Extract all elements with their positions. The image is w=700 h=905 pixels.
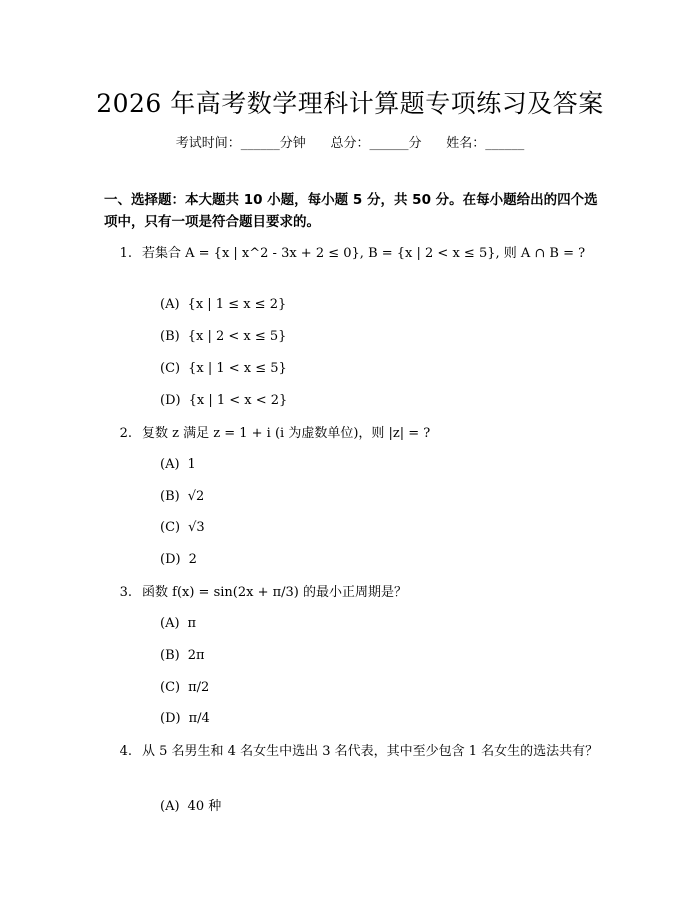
option bbox=[160, 797, 221, 817]
option-label: (B) bbox=[160, 489, 180, 504]
question-number: 4. bbox=[119, 744, 132, 759]
option bbox=[160, 550, 197, 570]
page-title: 2026 年高考数学理科计算题专项练习及答案 bbox=[96, 89, 604, 118]
option-label: (A) bbox=[160, 297, 180, 312]
section-heading: 一、选择题：本大题共 10 小题，每小题 5 分，共 50 分。在每小题给出的四个选项中，只有一项是符合题目要求的。 bbox=[104, 192, 598, 230]
option-text: π/2 bbox=[188, 680, 210, 695]
question-number: 1. bbox=[119, 246, 132, 261]
option-text: {x | 1 ≤ x ≤ 2} bbox=[187, 297, 287, 312]
option-text: π/4 bbox=[188, 711, 210, 726]
option-text: {x | 1 < x ≤ 5} bbox=[188, 361, 287, 376]
question-text: 函数 f(x) = sin(2x + π/3) 的最小正周期是？ bbox=[142, 585, 408, 600]
option-label: (C) bbox=[160, 520, 181, 535]
option bbox=[160, 295, 286, 315]
option-label: (A) bbox=[160, 799, 180, 814]
option-label: (D) bbox=[160, 393, 181, 408]
question-number: 3. bbox=[119, 585, 132, 600]
option bbox=[160, 518, 205, 538]
question-3 bbox=[104, 581, 604, 604]
question-4 bbox=[104, 740, 604, 763]
option-label: (B) bbox=[160, 648, 180, 663]
option-label: (D) bbox=[160, 552, 181, 567]
option-label: (C) bbox=[160, 680, 181, 695]
option-label: (A) bbox=[160, 616, 180, 631]
option-label: (C) bbox=[160, 361, 181, 376]
option bbox=[160, 646, 205, 666]
option bbox=[160, 709, 210, 729]
option-text: 2π bbox=[187, 648, 205, 663]
question-1 bbox=[104, 242, 604, 265]
option-text: {x | 2 < x ≤ 5} bbox=[187, 329, 287, 344]
option bbox=[160, 359, 287, 379]
option bbox=[160, 614, 196, 634]
question-text: 从 5 名男生和 4 名女生中选出 3 名代表，其中至少包含 1 名女生的选法共有？ bbox=[142, 744, 599, 759]
option-text: √2 bbox=[187, 489, 205, 504]
option-text: √3 bbox=[188, 520, 205, 535]
option-label: (B) bbox=[160, 329, 180, 344]
option-label: (A) bbox=[160, 457, 180, 472]
question-text: 复数 z 满足 z = 1 + i (i 为虚数单位)，则 |z| = ? bbox=[142, 426, 431, 441]
option-label: (D) bbox=[160, 711, 181, 726]
question-number: 2. bbox=[119, 426, 132, 441]
option bbox=[160, 327, 286, 347]
option-text: π bbox=[187, 616, 197, 631]
option bbox=[160, 487, 204, 507]
option bbox=[160, 455, 196, 475]
option-text: {x | 1 < x < 2} bbox=[188, 393, 288, 408]
option bbox=[160, 391, 287, 411]
exam-info-line: 考试时间：______分钟 总分：______分 姓名：______ bbox=[175, 136, 525, 151]
option-text: 40 种 bbox=[187, 799, 222, 814]
option-text: 1 bbox=[187, 457, 196, 472]
question-text: 若集合 A = {x | x^2 - 3x + 2 ≤ 0}, B = {x | 2 < x ≤ 5}, 则 A ∩ B = ? bbox=[142, 246, 586, 261]
option bbox=[160, 678, 209, 698]
question-2 bbox=[104, 422, 604, 445]
option-text: 2 bbox=[188, 552, 197, 567]
